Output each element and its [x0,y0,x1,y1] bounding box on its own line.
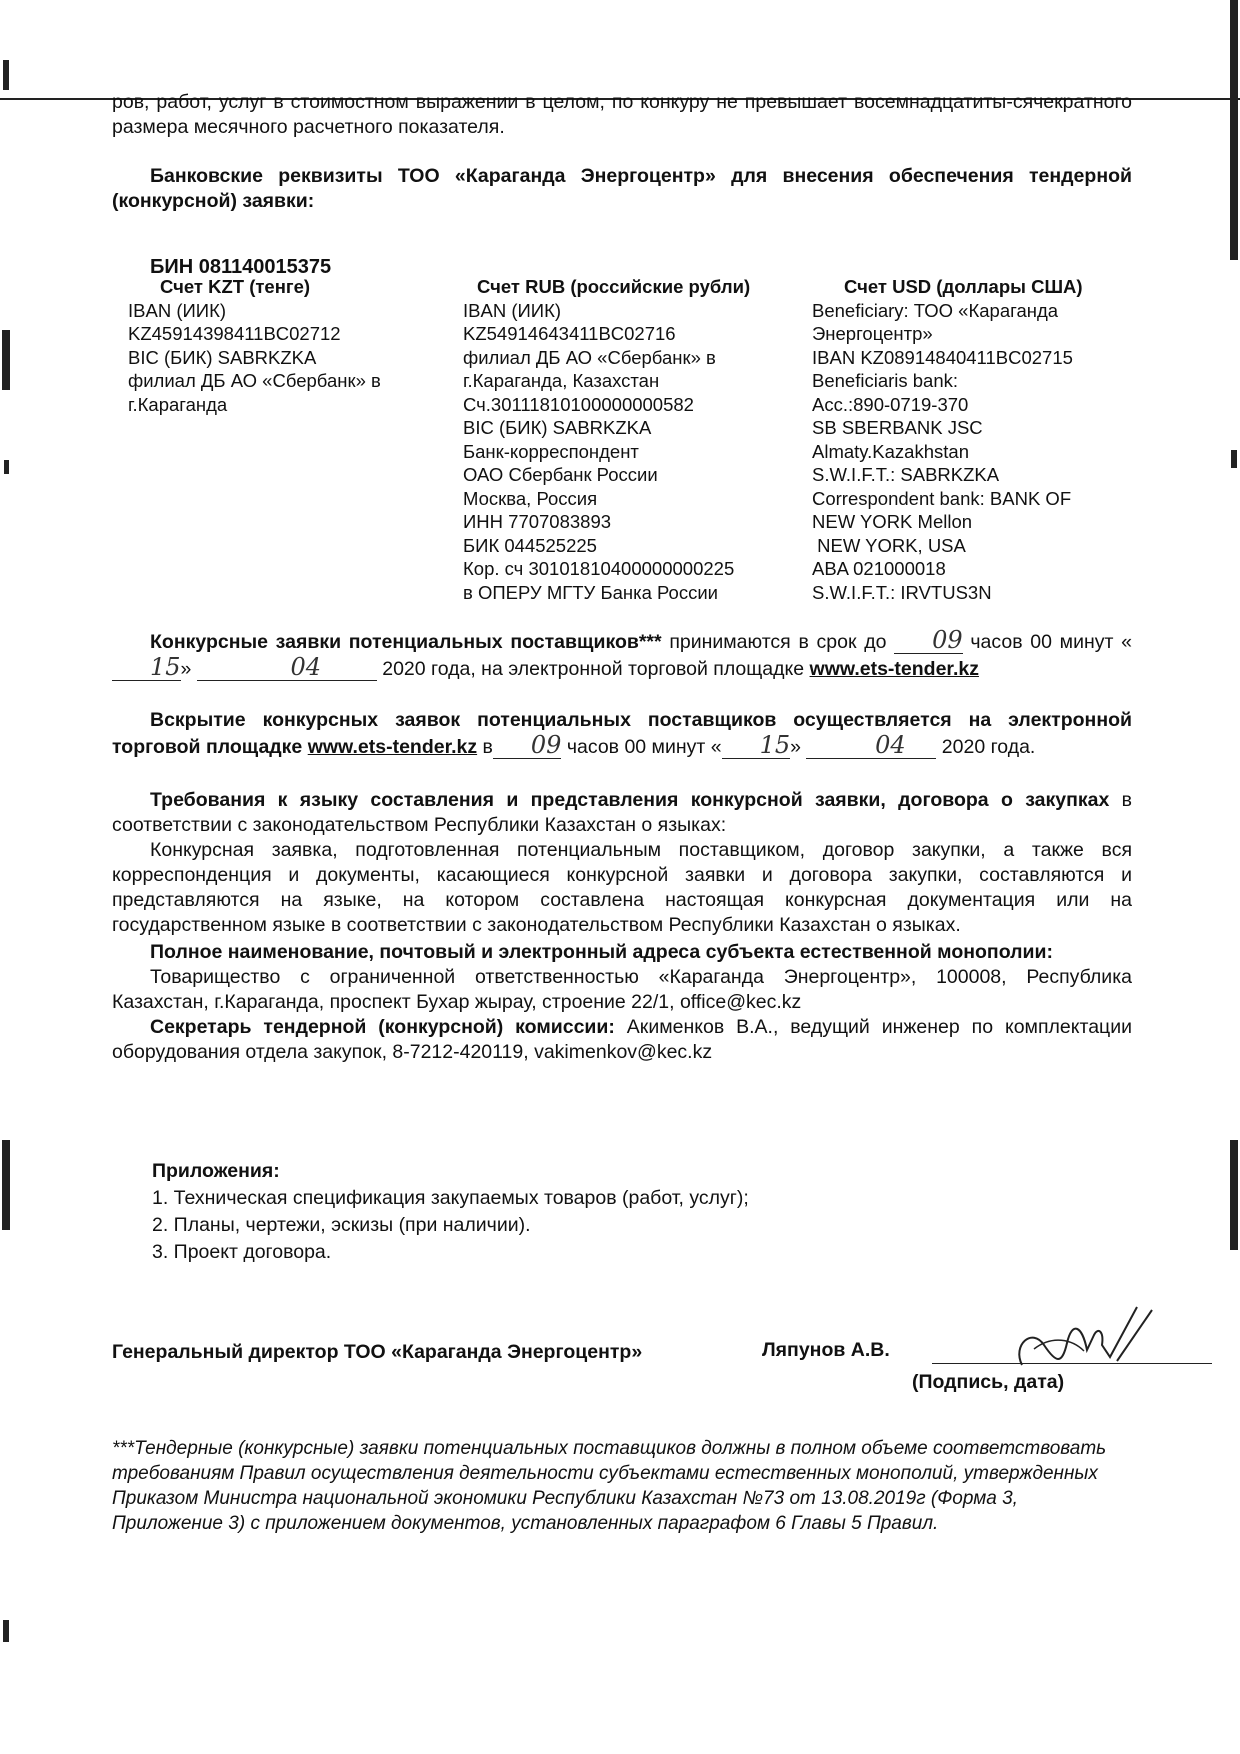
account-rub-line: Кор. сч 30101810400000000225 [463,558,735,579]
account-usd-header: Счет USD (доллары США) [844,276,1083,297]
document-body [112,90,1132,214]
ets-tender-link[interactable]: www.ets-tender.kz [809,658,979,680]
account-usd-line: NEW YORK Mellon [812,511,973,532]
account-usd-line: SB SBERBANK JSC [812,417,983,438]
scan-mark [3,1620,9,1642]
appendix-item: 3. Проект договора. [152,1241,332,1263]
account-usd-line: NEW YORK, USA [812,534,966,556]
scan-mark [3,60,9,90]
scan-mark [2,330,10,390]
account-usd-line: IBAN KZ08914840411BC02715 [812,346,1073,368]
opening-text: часов 00 минут « [561,736,722,758]
account-rub [463,275,793,604]
account-rub-line: BIC (БИК) SABRKZKA [463,417,652,438]
account-kzt-header: Счет KZT (тенге) [160,276,311,297]
opening-text: в [477,736,493,758]
submission-text: » [180,658,197,680]
appendices [152,1158,749,1266]
account-rub-line: Сч.30111810100000000582 [463,393,694,415]
top-paragraph: ров, работ, услуг в стоимостном выражении в целом, по конкуру не превышает восемнадцатиты-сячекратного размера месячного расчетного показателя. [112,91,1132,138]
account-rub-line: Москва, Россия [463,487,598,509]
account-usd-line: Correspondent bank: BANK OF [812,487,1072,509]
scan-mark [1230,0,1238,260]
account-kzt [128,275,428,416]
account-rub-line: ИНН 7707083893 [463,511,612,532]
account-kzt-line: филиал ДБ АО «Сбербанк» в [128,370,381,391]
account-usd-line: ABA 021000018 [812,558,946,579]
bin-number: БИН 081140015375 [150,256,332,278]
account-rub-line: KZ54914643411BC02716 [463,323,676,344]
handwritten-signature [912,1305,1172,1375]
account-usd-line: S.W.I.F.T.: SABRKZKA [812,464,1000,485]
scan-mark [2,1140,10,1230]
scan-mark [1231,450,1237,468]
account-usd-line: Beneficiary: ТОО «Караганда [812,299,1059,321]
opening-month-handwritten: 04 [806,733,936,759]
opening-text: 2020 года. [936,736,1036,758]
account-rub-line: г.Караганда, Казахстан [463,370,660,391]
account-rub-line: БИК 044525225 [463,534,597,556]
bank-details-title: Банковские реквизиты ТОО «Караганда Энергоцентр» для внесения обеспечения тендерной (конкурсной) заявки: [112,165,1132,212]
opening-heading: Вскрытие конкурсных заявок потенциальных поставщиков осуществляется на электронной торговой площадке [112,709,1132,758]
secretary-text: Акименков В.А., ведущий инженер по комплектации оборудования отдела закупок, 8-7212-420119, vakimenkov@kec.kz [112,1016,1132,1063]
signatory-name: Ляпунов А.В. [762,1339,890,1361]
submission-text: 2020 года, на электронной торговой площадке [376,658,810,680]
account-usd-line: Beneficiaris bank: [812,370,959,391]
account-usd-line: Almaty.Kazakhstan [812,440,969,462]
secretary-heading: Секретарь тендерной (конкурсной) комиссии: [150,1016,615,1038]
ets-tender-link[interactable]: www.ets-tender.kz [307,736,478,758]
account-kzt-line: KZ45914398411BC02712 [128,323,341,344]
signature-line [932,1363,1212,1364]
signatory-position: Генеральный директор ТОО «Караганда Энергоцентр» [112,1341,643,1363]
opening-day-handwritten: 15 [722,733,791,759]
subject-heading: Полное наименование, почтовый и электронный адреса субъекта естественной монополии: [150,941,1053,963]
account-rub-line: в ОПЕРУ МГТУ Банка России [463,581,718,603]
account-rub-header: Счет RUB (российские рубли) [477,276,751,297]
scan-mark [4,460,9,474]
subject-paragraph: Товарищество с ограниченной ответственностью «Караганда Энергоцентр», 100008, Республика Казахстан, г.Караганда, проспект Бухар жырау, строение 22/1, office@kec.kz [112,966,1132,1013]
submission-text: часов 00 минут « [962,631,1132,653]
submission-text: принимаются в срок до [661,631,895,653]
account-rub-line: Банк-корреспондент [463,440,639,462]
submission-month-handwritten: 04 [197,655,377,681]
appendices-title: Приложения: [152,1160,280,1182]
appendix-item: 2. Планы, чертежи, эскизы (при наличии). [152,1214,531,1236]
submission-section [112,628,1132,682]
submission-day-handwritten: 15 [112,655,181,681]
account-kzt-line: г.Караганда [128,393,228,415]
account-kzt-line: BIC (БИК) SABRKZKA [128,346,317,368]
account-usd-line: Acc.:890-0719-370 [812,393,969,415]
submission-hour-handwritten: 09 [894,628,963,654]
account-usd-line: S.W.I.F.T.: IRVTUS3N [812,581,992,603]
account-usd [812,275,1152,604]
account-rub-line: IBAN (ИИК) [463,299,562,321]
opening-text: » [790,736,807,758]
account-rub-line: филиал ДБ АО «Сбербанк» в [463,346,716,368]
signature-caption: (Подпись, дата) [912,1371,1065,1393]
opening-hour-handwritten: 09 [493,733,562,759]
account-rub-line: ОАО Сбербанк России [463,464,658,485]
scan-left-edge [0,0,14,1754]
language-section [112,788,1132,1065]
account-kzt-line: IBAN (ИИК) [128,299,227,321]
footnote: ***Тендерные (конкурсные) заявки потенциальных поставщиков должны в полном объеме соответствовать требованиям Правил осуществления деятельности субъектами естественных монополий, утвержденных Приказом Министра национальной экономики Республики Казахстан №73 от 13.08.2019г (Форма 3, Приложение 3) с приложением документов, установленных параграфом 6 Главы 5 Правил. [112,1438,1107,1534]
language-heading: Требования к языку составления и представления конкурсной заявки, договора о закупках [150,789,1110,811]
language-text: в соответствии с законодательством Республики Казахстан о языках: [112,789,1133,836]
account-usd-line: Энергоцентр» [812,323,933,344]
opening-section [112,708,1132,760]
signature-block [112,1330,1132,1410]
scan-right-edge [1226,0,1240,1754]
language-paragraph: Конкурсная заявка, подготовленная потенциальным поставщиком, договор закупки, а также вся корреспонденция и документы, касающиеся конкурсной заявки и договора закупки, составляются и представляются на языке, на котором составлена настоящая конкурсная документация или на государственном языке в соответствии с законодательством Республики Казахстан о языках. [112,839,1132,936]
submission-heading: Конкурсные заявки потенциальных поставщиков*** [150,631,662,653]
scan-mark [1230,1140,1238,1250]
appendix-item: 1. Техническая спецификация закупаемых товаров (работ, услуг); [152,1187,749,1209]
